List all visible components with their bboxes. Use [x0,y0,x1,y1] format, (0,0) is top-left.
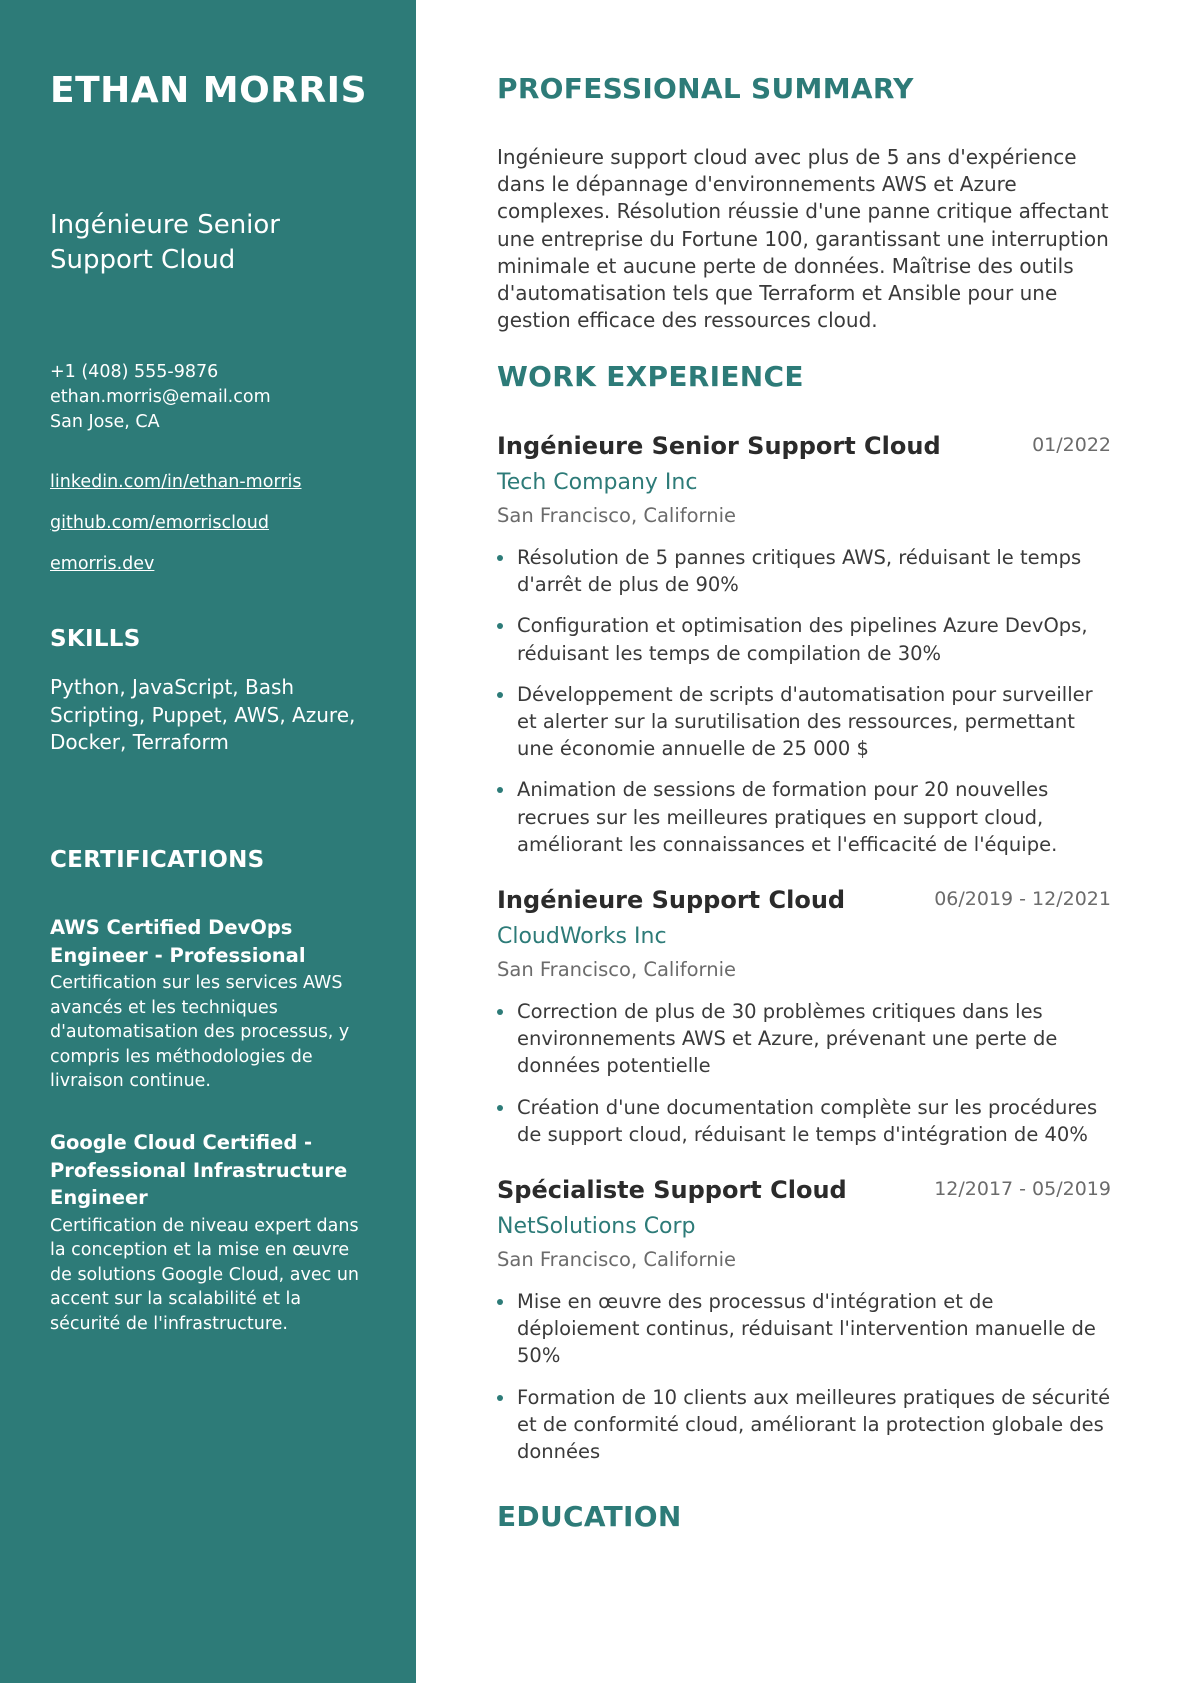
phone-number: +1 (408) 555-9876 [50,362,219,382]
bullet-text: Correction de plus de 30 problèmes critiques dans les environnements AWS et Azure, prévenant une perte de données potentielle [517,1000,1058,1078]
job-title: Spécialiste Support Cloud [497,1176,847,1204]
job-entry [497,1176,1111,1479]
sidebar [0,0,416,1683]
job-bullet [497,998,1111,1080]
job-header [497,1176,1111,1210]
bullet-dot-icon [497,692,503,698]
job-bullet [497,612,1111,666]
job-entry [497,432,1111,872]
certification-title: AWS Certified DevOps Engineer - Professional [50,916,306,967]
job-location: San Francisco, Californie [497,958,736,981]
job-location: San Francisco, Californie [497,1248,736,1271]
job-bullet [497,1094,1111,1148]
job-bullets [497,998,1111,1148]
bullet-text: Résolution de 5 pannes critiques AWS, réduisant le temps d'arrêt de plus de 90% [517,546,1082,597]
education-heading: EDUCATION [497,1500,682,1533]
bullet-dot-icon [497,787,503,793]
certification-description: Certification sur les services AWS avancés et les techniques d'automatisation des processus, y compris les méthodologies de livraison continue. [50,973,350,1091]
job-header [497,886,1111,920]
website-link[interactable]: emorris.dev [50,554,155,574]
bullet-dot-icon [497,555,503,561]
summary-text: Ingénieure support cloud avec plus de 5 ans d'expérience dans le dépannage d'environnements AWS et Azure complexes. Résolution réussie d'une panne critique affectant une entreprise du Fortune 100, garantissant une interruption minimale et aucune perte de données. Maîtrise des outils d'automatisation tels que Terraform et Ansible pour une gestion efficace des ressources cloud. [497,145,1109,333]
github-link[interactable]: github.com/emorriscloud [50,513,269,533]
linkedin-link[interactable]: linkedin.com/in/ethan-morris [50,472,302,492]
bullet-text: Création d'une documentation complète sur les procédures de support cloud, réduisant le temps d'intégration de 40% [517,1095,1098,1146]
location: San Jose, CA [50,412,160,432]
bullet-text: Mise en œuvre des processus d'intégration et de déploiement continus, réduisant l'intervention manuelle de 50% [517,1290,1096,1368]
job-date: 06/2019 - 12/2021 [934,888,1111,910]
job-header [497,432,1111,466]
bullet-text: Développement de scripts d'automatisation pour surveiller et alerter sur la surutilisation des ressources, permettant une économie annuelle de 25 000 $ [517,682,1093,761]
company-name: CloudWorks Inc [497,924,667,949]
job-date: 01/2022 [1032,434,1111,456]
bullet-dot-icon [497,1395,503,1401]
bullet-dot-icon [497,1299,503,1305]
job-bullets [497,1288,1111,1465]
certification-description: Certification de niveau expert dans la conception et la mise en œuvre de solutions Google Cloud, avec un accent sur la scalabilité et la sécurité de l'infrastructure. [50,1215,360,1334]
job-bullets [497,544,1111,858]
company-name: Tech Company Inc [497,470,698,495]
bullet-text: Formation de 10 clients aux meilleures pratiques de sécurité et de conformité cloud, améliorant la protection globale des données [517,1385,1111,1464]
bullet-dot-icon [497,1105,503,1111]
certification-title: Google Cloud Certified - Professional Infrastructure Engineer [50,1131,348,1209]
work-experience-heading: WORK EXPERIENCE [497,360,804,393]
company-name: NetSolutions Corp [497,1214,696,1239]
job-date: 12/2017 - 05/2019 [934,1178,1111,1200]
job-title: Ingénieure Support Cloud [497,886,846,914]
certifications-heading: CERTIFICATIONS [50,847,265,873]
job-entry [497,886,1111,1162]
job-title: Ingénieure Senior Support Cloud [497,432,941,460]
job-bullet [497,681,1111,763]
job-bullet [497,1384,1111,1466]
job-location: San Francisco, Californie [497,504,736,527]
job-bullet [497,1288,1111,1370]
bullet-text: Configuration et optimisation des pipelines Azure DevOps, réduisant les temps de compilation de 30% [517,614,1088,665]
job-bullet [497,544,1111,598]
bullet-dot-icon [497,1009,503,1015]
certification-item [50,1129,380,1336]
skills-list: Python, JavaScript, Bash Scripting, Puppet, AWS, Azure, Docker, Terraform [50,675,356,754]
job-bullet [497,776,1111,858]
certification-item [50,914,380,1094]
contact-info [50,360,271,435]
candidate-name: ETHAN MORRIS [50,70,367,111]
skills-heading: SKILLS [50,626,141,652]
bullet-dot-icon [497,623,503,629]
profile-links [50,470,302,593]
job-subtitle: Ingénieure Senior Support Cloud [50,210,281,275]
email-address: ethan.morris@email.com [50,387,271,407]
bullet-text: Animation de sessions de formation pour 20 nouvelles recrues sur les meilleures pratiques en support cloud, améliorant les connaissances et l'efficacité de l'équipe. [517,778,1058,856]
summary-heading: PROFESSIONAL SUMMARY [497,72,914,105]
